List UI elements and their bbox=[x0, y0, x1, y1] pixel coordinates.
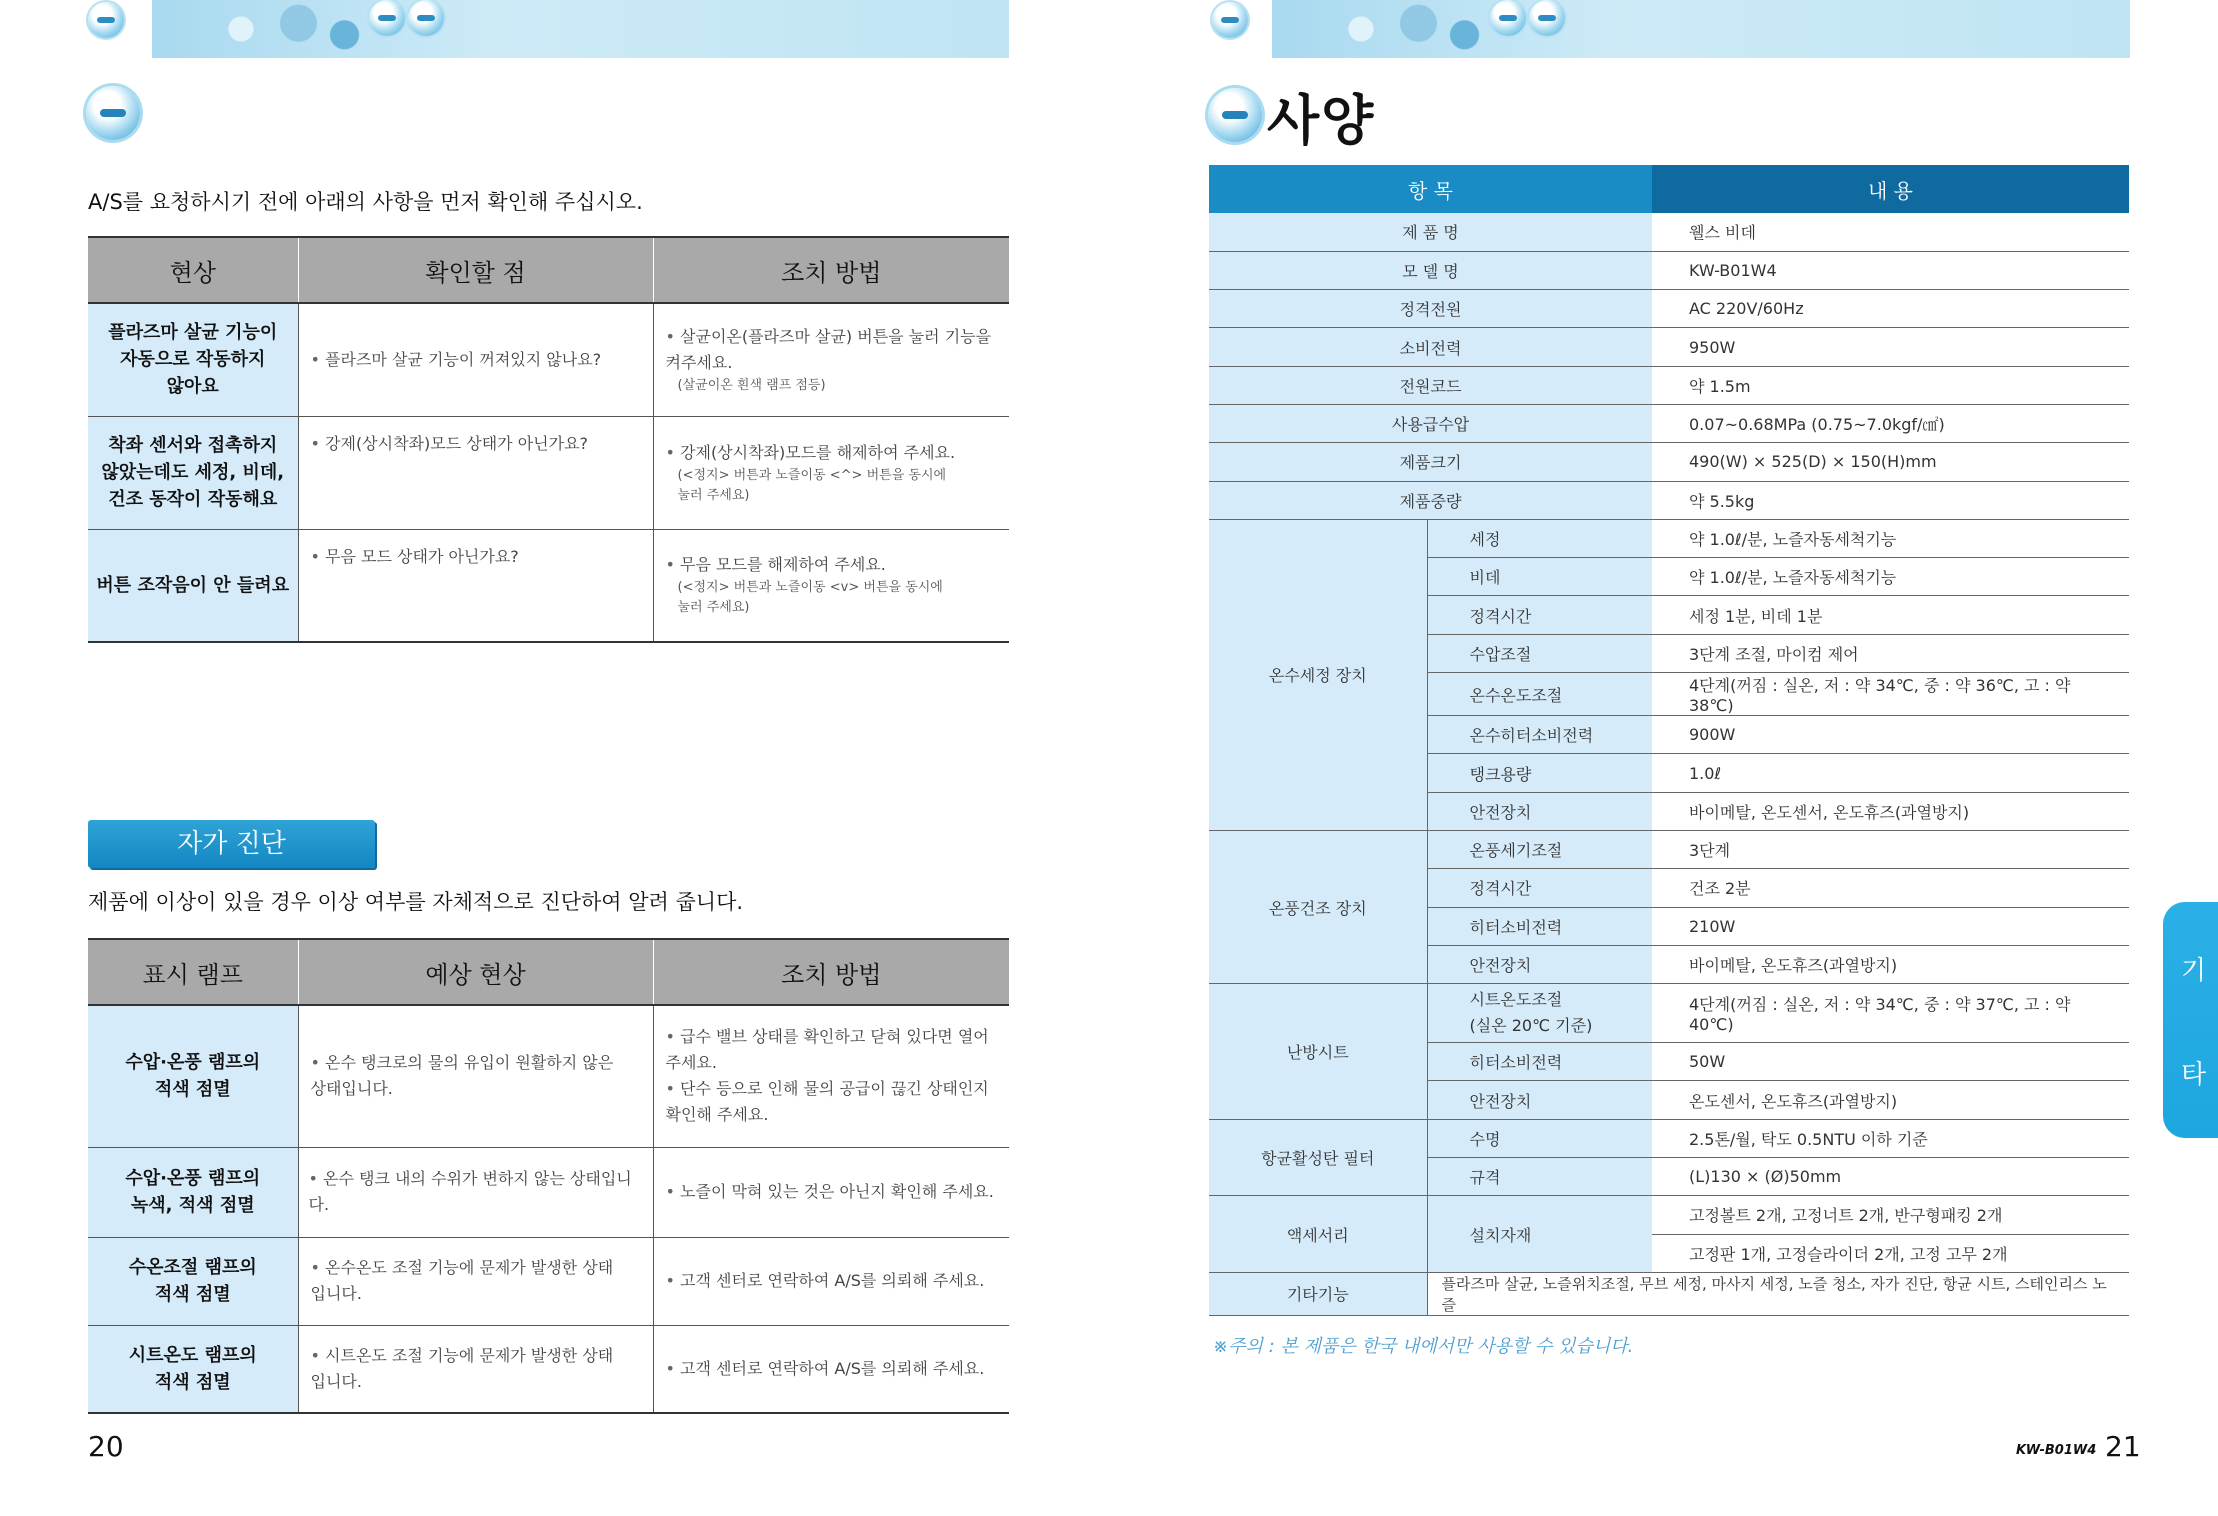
spec-value: KW-B01W4 bbox=[1652, 251, 2129, 289]
spec-sub-label: 정격시간 bbox=[1427, 869, 1652, 907]
spec-value: 약 1.0ℓ/분, 노즐자동세척기능 bbox=[1652, 519, 2129, 557]
as-intro-text: A/S를 요청하시기 전에 아래의 사항을 먼저 확인해 주십시오. bbox=[88, 190, 643, 214]
action-note: (<정지> 버튼과 노즐이동 <^> 버튼을 동시에 눌러 주세요) bbox=[677, 467, 947, 503]
header-lamp: 표시 램프 bbox=[88, 939, 298, 1005]
left-header-banner bbox=[152, 0, 1009, 58]
spec-sub-label: 안전장치 bbox=[1427, 1081, 1652, 1119]
spec-header-item: 항 목 bbox=[1209, 165, 1652, 213]
table-row bbox=[88, 1005, 1009, 1147]
spec-row bbox=[1209, 251, 2129, 289]
spec-value: 약 5.5kg bbox=[1652, 481, 2129, 519]
action-text: • 고객 센터로 연락하여 A/S를 의뢰해 주세요. bbox=[666, 1271, 985, 1290]
table-row bbox=[88, 416, 1009, 529]
header-action: 조치 방법 bbox=[653, 939, 1009, 1005]
lamp-cell: 수압·온풍 램프의 녹색, 적색 점멸 bbox=[88, 1147, 298, 1237]
side-tab-etc bbox=[2163, 902, 2218, 1138]
phenomenon-cell bbox=[298, 1237, 653, 1325]
check-text: • 강제(상시착좌)모드 상태가 아닌가요? bbox=[311, 434, 589, 453]
spec-value: 약 1.5m bbox=[1652, 366, 2129, 404]
spec-label: 사용급수압 bbox=[1209, 404, 1652, 442]
spec-sub-label: 수압조절 bbox=[1427, 634, 1652, 672]
phenomenon-text: • 온수온도 조절 기능에 문제가 발생한 상태 입니다. bbox=[311, 1258, 614, 1303]
spec-value: 3단계 조절, 마이컴 제어 bbox=[1652, 634, 2129, 672]
phenomenon-text: • 온수 탱크로의 물의 유입이 원활하지 않은 상태입니다. bbox=[311, 1053, 614, 1098]
spec-label: 기타기능 bbox=[1209, 1272, 1427, 1315]
symptom-cell: 플라즈마 살균 기능이 자동으로 작동하지 않아요 bbox=[88, 303, 298, 416]
action-cell bbox=[653, 303, 1009, 416]
spec-label: 정격전원 bbox=[1209, 290, 1652, 328]
minus-circle-icon bbox=[1529, 0, 1565, 36]
spec-value: 플라즈마 살균, 노즐위치조절, 무브 세정, 마사지 세정, 노즐 청소, 자가 진단, 항균 시트, 스테인리스 노즐 bbox=[1427, 1272, 2129, 1315]
spec-value: 2.5톤/월, 탁도 0.5NTU 이하 기준 bbox=[1652, 1119, 2129, 1157]
lamp-cell: 수압·온풍 램프의 적색 점멸 bbox=[88, 1005, 298, 1147]
spec-value: 4단계(꺼짐 : 실온, 저 : 약 34℃, 중 : 약 37℃, 고 : 약 40℃) bbox=[1652, 984, 2129, 1043]
symptom-cell: 버튼 조작음이 안 들려요 bbox=[88, 529, 298, 642]
spec-sub-label: 설치자재 bbox=[1427, 1196, 1652, 1273]
caution-note: ※주의 : 본 제품은 한국 내에서만 사용할 수 있습니다. bbox=[1213, 1336, 1634, 1357]
spec-label: 소비전력 bbox=[1209, 328, 1652, 366]
spec-row bbox=[1209, 404, 2129, 442]
spec-row bbox=[1209, 366, 2129, 404]
spec-label: 제품중량 bbox=[1209, 481, 1652, 519]
spec-sub-label: 안전장치 bbox=[1427, 792, 1652, 830]
spec-row bbox=[1209, 481, 2129, 519]
spec-row bbox=[1209, 1272, 2129, 1315]
check-cell bbox=[298, 529, 653, 642]
spec-value: (L)130 × (Ø)50mm bbox=[1652, 1158, 2129, 1196]
spec-sub-label: 안전장치 bbox=[1427, 945, 1652, 983]
table-row bbox=[88, 1237, 1009, 1325]
lamp-cell: 수온조절 램프의 적색 점멸 bbox=[88, 1237, 298, 1325]
spec-sub-label: 탱크용량 bbox=[1427, 754, 1652, 792]
spec-table bbox=[1209, 165, 2129, 1316]
spec-sub-label: 히터소비전력 bbox=[1427, 1043, 1652, 1081]
side-tab-char: 타 bbox=[2181, 1060, 2207, 1090]
spec-label: 모 델 명 bbox=[1209, 251, 1652, 289]
spec-value: 0.07~0.68MPa (0.75~7.0kgf/㎠) bbox=[1652, 404, 2129, 442]
phenomenon-cell bbox=[298, 1147, 653, 1237]
page-number-left: 20 bbox=[88, 1430, 124, 1463]
header-phenomenon: 예상 현상 bbox=[298, 939, 653, 1005]
check-cell bbox=[298, 303, 653, 416]
spec-value: 1.0ℓ bbox=[1652, 754, 2129, 792]
spec-value: 3단계 bbox=[1652, 830, 2129, 868]
spec-value: 세정 1분, 비데 1분 bbox=[1652, 596, 2129, 634]
spec-sub-label: 히터소비전력 bbox=[1427, 907, 1652, 945]
spec-row bbox=[1209, 519, 2129, 557]
spec-sub-label: 온풍세기조절 bbox=[1427, 830, 1652, 868]
header-action: 조치 방법 bbox=[653, 237, 1009, 303]
spec-sub-label: 수명 bbox=[1427, 1119, 1652, 1157]
spec-sub-label: 시트온도조절 (실온 20℃ 기준) bbox=[1427, 984, 1652, 1043]
spec-row bbox=[1209, 830, 2129, 868]
phenomenon-cell bbox=[298, 1325, 653, 1413]
spec-value: 490(W) × 525(D) × 150(H)mm bbox=[1652, 443, 2129, 481]
self-diagnosis-table bbox=[88, 938, 1009, 1414]
spec-sub-label: 세정 bbox=[1427, 519, 1652, 557]
spec-value: 고정판 1개, 고정슬라이더 2개, 고정 고무 2개 bbox=[1652, 1234, 2129, 1272]
action-cell bbox=[653, 1147, 1009, 1237]
action-text: • 단수 등으로 인해 물의 공급이 끊긴 상태인지 확인해 주세요. bbox=[666, 1076, 998, 1128]
self-diagnosis-tab: 자가 진단 bbox=[88, 820, 375, 868]
spec-group-label: 온풍건조 장치 bbox=[1209, 830, 1427, 983]
action-cell bbox=[653, 529, 1009, 642]
header-symptom: 현상 bbox=[88, 237, 298, 303]
model-label: KW-B01W4 bbox=[2016, 1443, 2097, 1458]
spec-row bbox=[1209, 1119, 2129, 1157]
spec-label: 제 품 명 bbox=[1209, 213, 1652, 251]
page-title: 사양 bbox=[1267, 89, 1376, 152]
spec-value: 고정볼트 2개, 고정너트 2개, 반구형패킹 2개 bbox=[1652, 1196, 2129, 1234]
spec-group-label: 온수세정 장치 bbox=[1209, 519, 1427, 830]
side-tab-char: 기 bbox=[2181, 956, 2207, 986]
spec-group-label: 난방시트 bbox=[1209, 984, 1427, 1120]
action-note: (<정지> 버튼과 노즐이동 <v> 버튼을 동시에 눌러 주세요) bbox=[677, 580, 943, 616]
action-cell bbox=[653, 1325, 1009, 1413]
spec-row bbox=[1209, 328, 2129, 366]
minus-circle-icon bbox=[1490, 0, 1526, 36]
spec-group-label: 항균활성탄 필터 bbox=[1209, 1119, 1427, 1196]
spec-row bbox=[1209, 213, 2129, 251]
spec-sub-label: 규격 bbox=[1427, 1158, 1652, 1196]
check-text: • 플라즈마 살균 기능이 꺼져있지 않나요? bbox=[311, 350, 602, 369]
spec-value: 50W bbox=[1652, 1043, 2129, 1081]
spec-value: 900W bbox=[1652, 716, 2129, 754]
minus-circle-icon bbox=[88, 2, 124, 38]
action-cell bbox=[653, 416, 1009, 529]
action-text: • 강제(상시착좌)모드를 해제하여 주세요. bbox=[666, 443, 956, 462]
action-text: • 노즐이 막혀 있는 것은 아닌지 확인해 주세요. bbox=[666, 1182, 994, 1201]
header-check: 확인할 점 bbox=[298, 237, 653, 303]
page-number-right: 21 bbox=[2105, 1430, 2141, 1463]
phenomenon-cell bbox=[298, 1005, 653, 1147]
table-row bbox=[88, 303, 1009, 416]
spec-row bbox=[1209, 1196, 2129, 1234]
spec-value: 210W bbox=[1652, 907, 2129, 945]
lamp-cell: 시트온도 램프의 적색 점멸 bbox=[88, 1325, 298, 1413]
spec-value: AC 220V/60Hz bbox=[1652, 290, 2129, 328]
spec-value: 4단계(꺼짐 : 실온, 저 : 약 34℃, 중 : 약 36℃, 고 : 약 38℃) bbox=[1652, 673, 2129, 716]
spec-row bbox=[1209, 984, 2129, 1043]
table-row bbox=[88, 529, 1009, 642]
spec-sub-label: 온수히터소비전력 bbox=[1427, 716, 1652, 754]
check-cell bbox=[298, 416, 653, 529]
spec-sub-label: 정격시간 bbox=[1427, 596, 1652, 634]
section-minus-circle-icon bbox=[86, 86, 140, 140]
phenomenon-text: • 시트온도 조절 기능에 문제가 발생한 상태 입니다. bbox=[311, 1346, 614, 1391]
spec-row bbox=[1209, 443, 2129, 481]
action-cell bbox=[653, 1237, 1009, 1325]
table-row bbox=[88, 1147, 1009, 1237]
spec-value: 웰스 비데 bbox=[1652, 213, 2129, 251]
title-minus-circle-icon bbox=[1208, 88, 1262, 142]
self-diagnosis-intro: 제품에 이상이 있을 경우 이상 여부를 자체적으로 진단하여 알려 줍니다. bbox=[88, 890, 744, 914]
action-text: • 살균이온(플라즈마 살균) 버튼을 눌러 기능을 켜주세요. bbox=[666, 327, 992, 372]
spec-value: 약 1.0ℓ/분, 노즐자동세척기능 bbox=[1652, 558, 2129, 596]
spec-group-label: 액세서리 bbox=[1209, 1196, 1427, 1273]
action-cell bbox=[653, 1005, 1009, 1147]
spec-value: 950W bbox=[1652, 328, 2129, 366]
minus-circle-icon bbox=[1212, 2, 1248, 38]
action-note: (살균이온 흰색 램프 점등) bbox=[677, 377, 826, 393]
spec-value: 온도센서, 온도휴즈(과열방지) bbox=[1652, 1081, 2129, 1119]
symptom-cell: 착좌 센서와 접촉하지 않았는데도 세정, 비데, 건조 동작이 작동해요 bbox=[88, 416, 298, 529]
minus-circle-icon bbox=[369, 0, 405, 36]
troubleshooting-table bbox=[88, 236, 1009, 643]
spec-value: 건조 2분 bbox=[1652, 869, 2129, 907]
spec-row bbox=[1209, 290, 2129, 328]
check-text: • 무음 모드 상태가 아닌가요? bbox=[311, 547, 519, 566]
phenomenon-text: • 온수 탱크 내의 수위가 변하지 않는 상태입니다. bbox=[309, 1169, 632, 1214]
spec-value: 바이메탈, 온도센서, 온도휴즈(과열방지) bbox=[1652, 792, 2129, 830]
spec-header-content: 내 용 bbox=[1652, 165, 2129, 213]
spec-value: 바이메탈, 온도휴즈(과열방지) bbox=[1652, 945, 2129, 983]
action-text: • 무음 모드를 해제하여 주세요. bbox=[666, 555, 886, 574]
spec-label: 제품크기 bbox=[1209, 443, 1652, 481]
spec-sub-label: 비데 bbox=[1427, 558, 1652, 596]
spec-label: 전원코드 bbox=[1209, 366, 1652, 404]
right-header-banner bbox=[1272, 0, 2130, 58]
table-row bbox=[88, 1325, 1009, 1413]
minus-circle-icon bbox=[408, 0, 444, 36]
action-text: • 급수 밸브 상태를 확인하고 닫혀 있다면 열어 주세요. bbox=[666, 1024, 998, 1076]
spec-sub-label: 온수온도조절 bbox=[1427, 673, 1652, 716]
action-text: • 고객 센터로 연락하여 A/S를 의뢰해 주세요. bbox=[666, 1359, 985, 1378]
